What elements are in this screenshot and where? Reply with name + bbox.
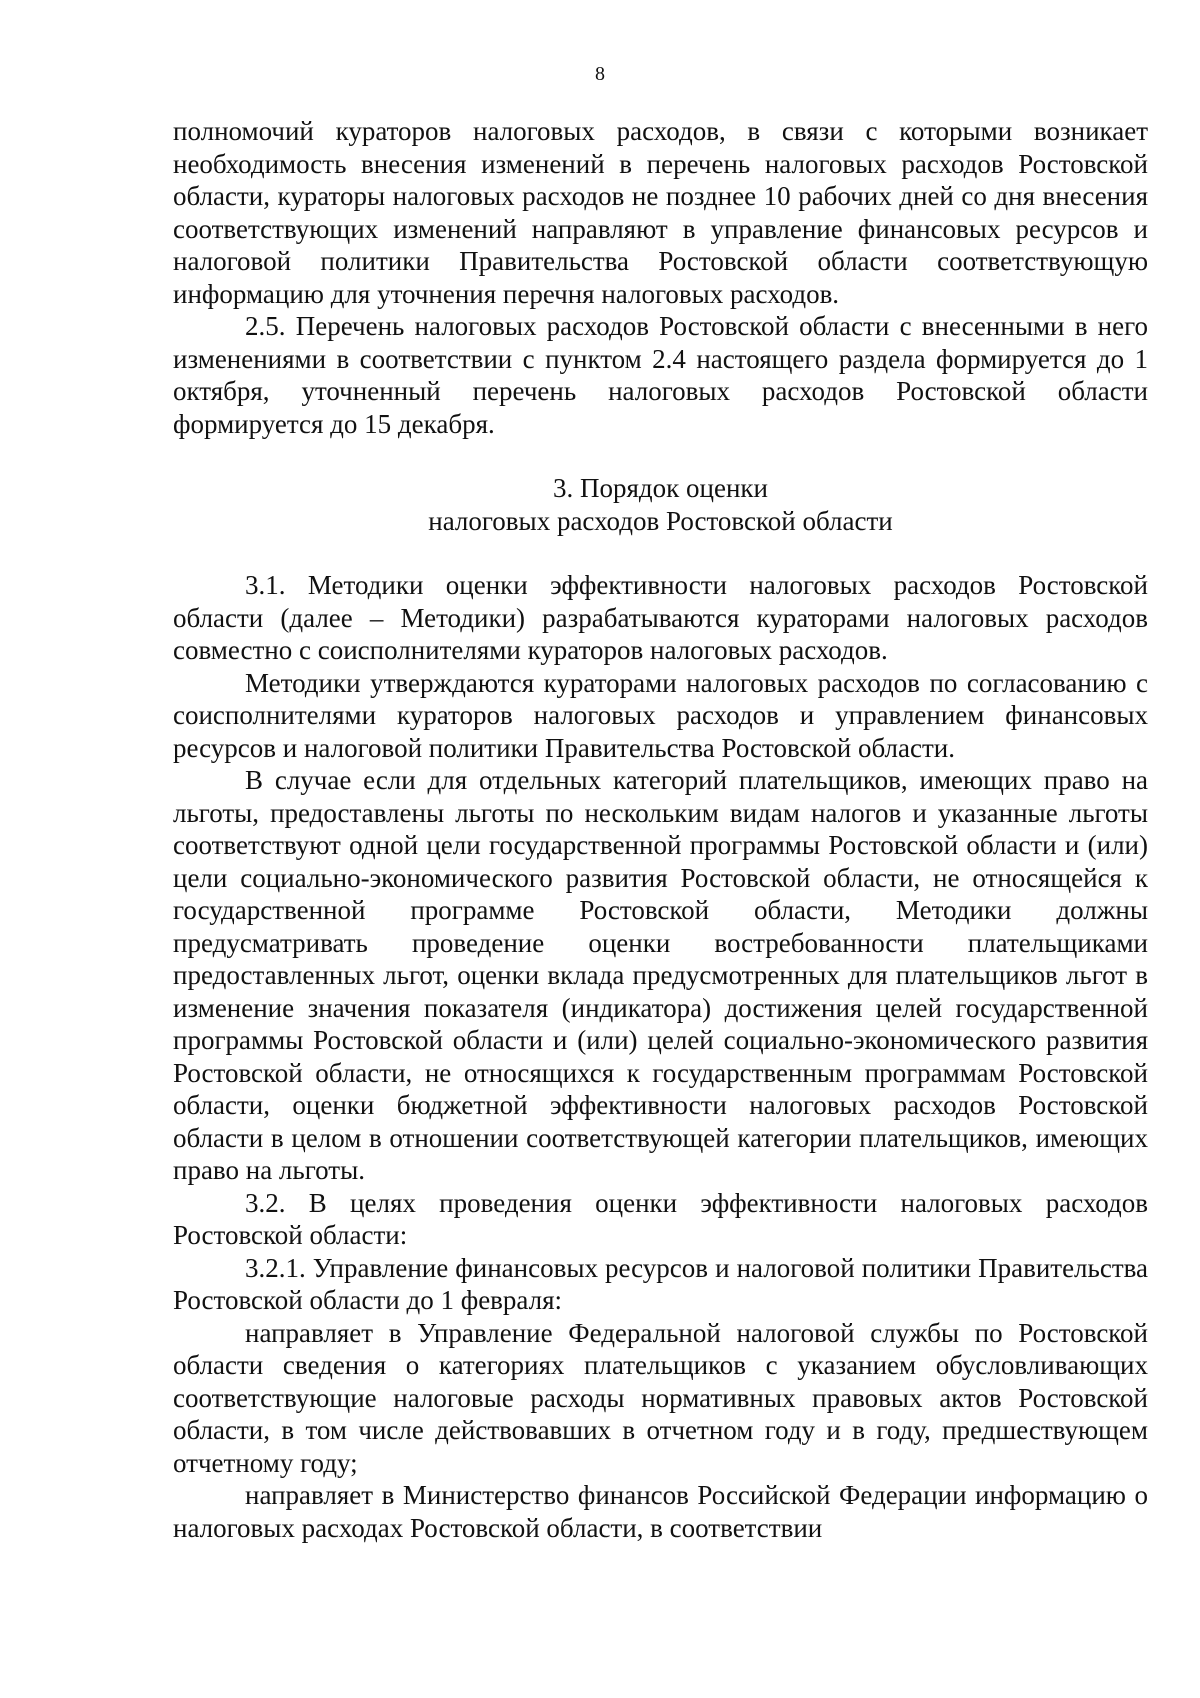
paragraph-methods-approval: Методики утверждаются кураторами налоговых расходов по согласованию с соисполнителями кураторов налоговых расходов и управлением финансовых ресурсов и налоговой политики Правительства Ростовской области. [173, 667, 1148, 763]
paragraph-3-1: 3.1. Методики оценки эффективности налоговых расходов Ростовской области (далее – Методики) разрабатываются кураторами налоговых расходов совместно с соисполнителями кураторов налоговых расходов. [173, 570, 1148, 665]
paragraph-2-5: 2.5. Перечень налоговых расходов Ростовской области с внесенными в него изменениями в соответствии с пунктом 2.4 настоящего раздела формируется до 1 октября, уточненный перечень налоговых расходов Ростовской области формируется до 15 декабря. [173, 311, 1148, 439]
paragraph-minfin-info: направляет в Министерство финансов Российской Федерации информацию о налоговых расходах Ростовской области, в соответствии [173, 1480, 1148, 1543]
page-number: 8 [595, 63, 605, 85]
section-heading-line-1: 3. Порядок оценки [553, 473, 768, 503]
paragraph-3-2-1: 3.2.1. Управление финансовых ресурсов и налоговой политики Правительства Ростовской области до 1 февраля: [173, 1252, 1148, 1315]
section-heading-line-2: налоговых расходов Ростовской области [428, 505, 893, 536]
document-body [173, 115, 1148, 1544]
paragraph-3-2: 3.2. В целях проведения оценки эффективности налоговых расходов Ростовской области: [173, 1187, 1148, 1250]
section-heading [173, 472, 1148, 537]
paragraph-fns-info: направляет в Управление Федеральной налоговой службы по Ростовской области сведения о категориях плательщиков с указанием обусловливающих соответствующие налоговые расходы нормативных правовых актов Ростовской области, в том числе действовавших в отчетном году и в году, предшествующем отчетному году; [173, 1317, 1148, 1478]
paragraph: полномочий кураторов налоговых расходов, в связи с которыми возникает необходимость внесения изменений в перечень налоговых расходов Ростовской области, кураторы налоговых расходов не позднее 10 рабочих дней со дня внесения соответствующих изменений направляют в управление финансовых ресурсов и налоговой политики Правительства Ростовской области соответствующую информацию для уточнения перечня налоговых расходов. [173, 116, 1148, 309]
paragraph-multiple-benefits: В случае если для отдельных категорий плательщиков, имеющих право на льготы, предоставлены льготы по нескольким видам налогов и указанные льготы соответствуют одной цели государственной программы Ростовской области и (или) цели социально-экономического развития Ростовской области, не относящейся к государственной программе Ростовской области, Методики должны предусматривать проведение оценки востребованности плательщиками предоставленных льгот, оценки вклада предусмотренных для плательщиков льгот в изменение значения показателя (индикатора) достижения целей государственной программы Ростовской области и (или) целей социально-экономического развития Ростовской области, не относящихся к государственным программам Ростовской области, оценки бюджетной эффективности налоговых расходов Ростовской области в целом в отношении соответствующей категории плательщиков, имеющих право на льготы. [173, 765, 1148, 1185]
